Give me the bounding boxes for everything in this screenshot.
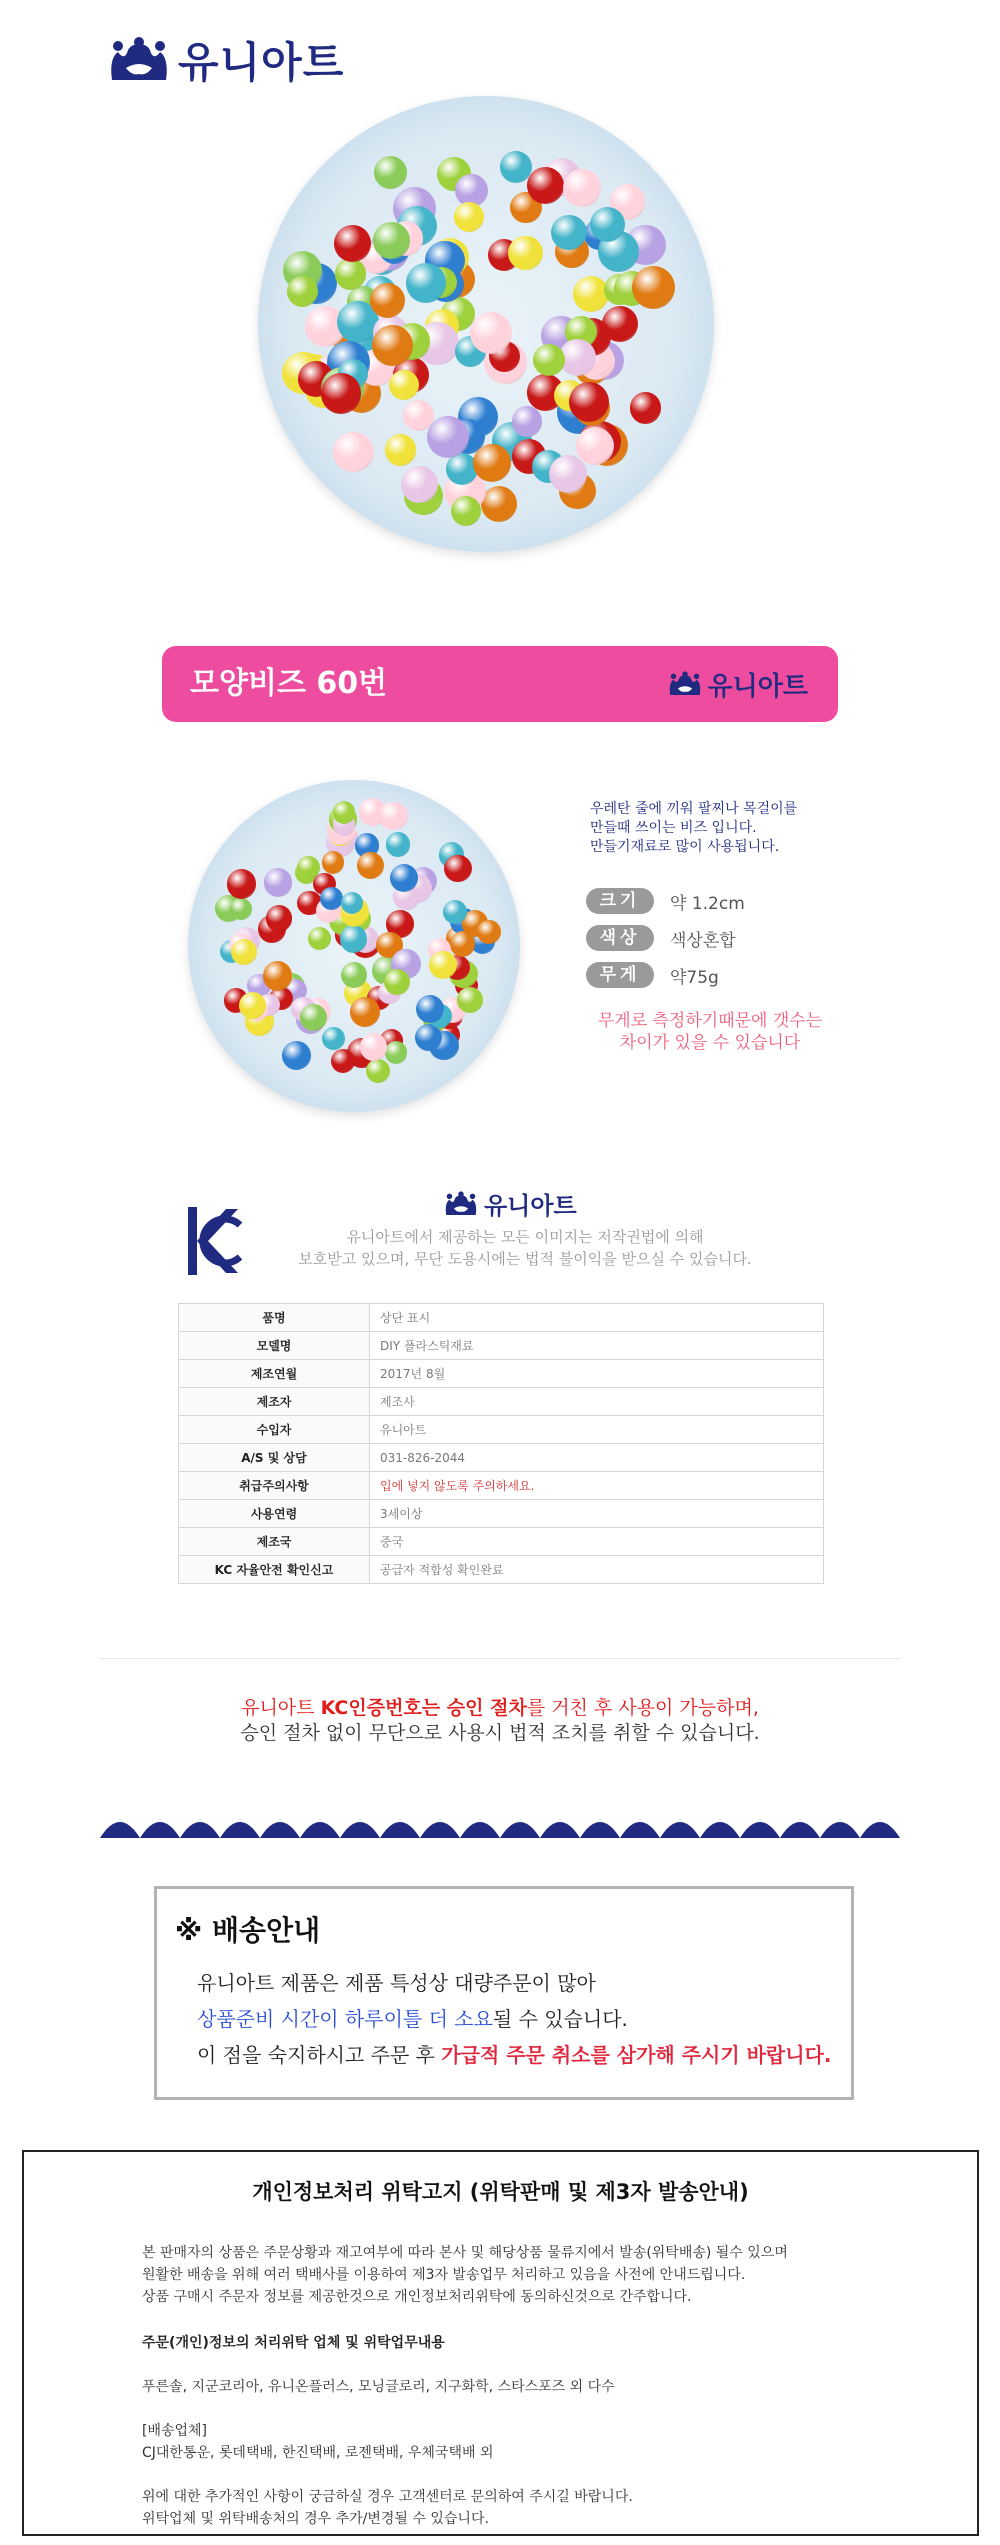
bead (263, 961, 292, 990)
bead (264, 868, 293, 897)
table-key: 수입자 (179, 1416, 370, 1444)
bead (450, 931, 476, 957)
table-value: 상단 표시 (370, 1304, 824, 1332)
product-title: 모양비즈 60번 (190, 666, 388, 701)
kc-notice (100, 1696, 900, 1746)
table-row (179, 1528, 824, 1556)
privacy-para-line: 상품 구매시 주문자 정보를 제공한것으로 개인정보처리위탁에 동의하신것으로 간주합니다. (142, 2289, 692, 2305)
bead (374, 156, 407, 189)
product-info-table (178, 1303, 824, 1584)
spec-label: 색상 (586, 925, 654, 951)
spec-label: 무게 (586, 962, 654, 988)
bead (508, 236, 543, 271)
bead (563, 169, 601, 207)
warning-line: 차이가 있을 수 있습니다 (619, 1033, 801, 1053)
bead (551, 215, 586, 250)
bead (333, 432, 374, 473)
bead (333, 801, 356, 824)
table-key: 사용연령 (179, 1500, 370, 1528)
product-description (590, 800, 850, 857)
bead (321, 373, 362, 414)
table-value: 031-826-2044 (370, 1444, 824, 1472)
bead (331, 1049, 355, 1073)
description-line: 만들기재료로 많이 사용됩니다. (590, 839, 780, 855)
table-row (179, 1500, 824, 1528)
warning-line: 무게로 측정하기때문에 갯수는 (597, 1011, 823, 1031)
wave-path (100, 1822, 900, 1838)
privacy-companies: 푸른솔, 지군코리아, 유니온플러스, 모닝글로리, 지구화학, 스타스포즈 외 다수 (142, 2379, 615, 2395)
privacy-carriers-label: [배송업체] (142, 2423, 208, 2439)
product-photo-large (258, 96, 714, 552)
table-key: 제조국 (179, 1528, 370, 1556)
table-value: 공급자 적합성 확인완료 (370, 1556, 824, 1584)
scallop-divider (100, 1812, 900, 1838)
spec-value: 약 1.2cm (670, 893, 745, 914)
bead (444, 855, 472, 883)
bead (320, 887, 343, 910)
spec-weight (586, 961, 719, 989)
table-row (179, 1304, 824, 1332)
crown-logo-icon (444, 1190, 478, 1218)
bead (350, 997, 380, 1027)
bead (230, 898, 252, 920)
copyright-notice (290, 1226, 760, 1270)
table-row (179, 1416, 824, 1444)
bead (533, 344, 565, 376)
bead (451, 496, 481, 526)
bead (385, 1041, 408, 1064)
bead (360, 1033, 387, 1060)
table-row (179, 1444, 824, 1472)
privacy-para-line: 본 판매자의 상품은 주문상황과 재고여부에 따라 본사 및 해당상품 물류지에서 발송(위탁배송) 될수 있으며 (142, 2245, 788, 2261)
bead (389, 370, 419, 400)
bead (385, 434, 416, 465)
bead (477, 920, 501, 944)
table-value: 2017년 8월 (370, 1360, 824, 1388)
bead (473, 444, 511, 482)
privacy-notice (22, 2150, 979, 2536)
bead (297, 856, 320, 879)
table-value: 유니아트 (370, 1416, 824, 1444)
bead (576, 427, 614, 465)
privacy-title: 개인정보처리 위탁고지 (위탁판매 및 제3자 발송안내) (252, 2180, 749, 2204)
bead (386, 832, 410, 856)
bead (630, 392, 661, 423)
table-row (179, 1556, 824, 1584)
bead (481, 486, 518, 523)
shipping-heading: ※ 배송안내 (175, 1914, 321, 1947)
shipping-line3 (197, 2039, 831, 2068)
kc-mark-icon (186, 1205, 242, 1277)
shipping-line2-rest: 될 수 있습니다. (492, 2007, 628, 2031)
bead (406, 263, 446, 303)
bead (287, 276, 318, 307)
brand-logo (108, 30, 344, 90)
bead (340, 925, 368, 953)
bead (282, 1041, 311, 1070)
kc-notice-brand: 유니아트 (241, 1697, 321, 1719)
bar-brand-name: 유니아트 (707, 671, 808, 702)
kc-notice-line1 (100, 1696, 900, 1721)
bead (443, 900, 467, 924)
spec-color (586, 924, 736, 952)
bead (512, 406, 542, 436)
copyright-line: 보호받고 있으며, 무단 도용시에는 법적 불이익을 받으실 수 있습니다. (298, 1250, 752, 1268)
bead (231, 939, 257, 965)
bead (227, 869, 257, 899)
bead (590, 207, 625, 242)
kc-notice-highlight: KC인증번호는 승인 절차 (320, 1697, 527, 1719)
table-key: 제조자 (179, 1388, 370, 1416)
table-value: 3세이상 (370, 1500, 824, 1528)
privacy-carriers: CJ대한통운, 롯데택배, 한진택배, 로젠택배, 우체국택배 외 (142, 2445, 494, 2461)
bead (300, 1004, 327, 1031)
spec-label: 크기 (586, 888, 654, 914)
shipping-line2 (197, 2003, 628, 2032)
table-row (179, 1360, 824, 1388)
bead (370, 283, 405, 318)
bead (266, 905, 292, 931)
bead (322, 851, 345, 874)
privacy-para-line: 위에 대한 추가적인 사항이 궁금하실 경우 고객센터로 문의하여 주시길 바랍니다. (142, 2489, 633, 2505)
shipping-warning: 가급적 주문 취소를 삼가해 주시기 바랍니다. (441, 2043, 832, 2067)
bead (384, 969, 410, 995)
brand-name: 유니아트 (178, 38, 345, 87)
bead (527, 167, 565, 205)
bead (379, 802, 407, 830)
product-title-bar (162, 646, 838, 722)
bead (401, 466, 437, 502)
table-key: 모델명 (179, 1332, 370, 1360)
section-divider (100, 1658, 900, 1659)
bead (334, 225, 371, 262)
table-value: 중국 (370, 1528, 824, 1556)
kc-notice-rest: 를 거친 후 사용이 가능하며, (526, 1697, 759, 1719)
bar-brand (668, 646, 808, 722)
description-line: 만들때 쓰이는 비즈 입니다. (590, 820, 757, 836)
shipping-line1: 유니아트 제품은 제품 특성상 대량주문이 많아 (197, 1971, 596, 1995)
bead (366, 1059, 390, 1083)
bead (454, 202, 484, 232)
table-key: 취급주의사항 (179, 1472, 370, 1500)
shipping-line3-start: 이 점을 숙지하시고 주문 후 (197, 2043, 442, 2067)
weight-warning (560, 1010, 860, 1054)
spec-value: 색상혼합 (670, 930, 736, 951)
copyright-line: 유니아트에서 제공하는 모든 이미지는 저작권법에 의해 (346, 1228, 704, 1246)
privacy-para-line: 위탁업체 및 위탁배송처의 경우 추가/변경될 수 있습니다. (142, 2511, 489, 2527)
bead (372, 325, 413, 366)
spec-size (586, 887, 745, 915)
table-row (179, 1472, 824, 1500)
kc-notice-line2: 승인 절차 없이 무단으로 사용시 법적 조치를 취할 수 있습니다. (240, 1722, 760, 1744)
shipping-notice (154, 1886, 854, 2100)
table-key: 제조연월 (179, 1360, 370, 1388)
table-key: KC 자율안전 확인신고 (179, 1556, 370, 1584)
table-value: 입에 넣지 않도록 주의하세요. (370, 1472, 824, 1500)
table-row (179, 1388, 824, 1416)
table-value: 제조사 (370, 1388, 824, 1416)
table-key: A/S 및 상담 (179, 1444, 370, 1472)
table-key: 품명 (179, 1304, 370, 1332)
crown-logo-icon (108, 36, 170, 84)
bead (357, 852, 384, 879)
bead (308, 927, 331, 950)
privacy-para-line: 원활한 배송을 위해 여러 택배사를 이용하여 제3자 발송업무 처리하고 있음을 사전에 안내드립니다. (142, 2267, 746, 2283)
kc-brand-name: 유니아트 (484, 1192, 577, 1220)
privacy-subheading: 주문(개인)정보의 처리위탁 업체 및 위탁업무내용 (142, 2335, 445, 2351)
bead (470, 312, 512, 354)
description-line: 우레탄 줄에 끼워 팔찌나 목걸이를 (590, 801, 798, 817)
bead (322, 1027, 345, 1050)
table-value: DIY 플라스틱재료 (370, 1332, 824, 1360)
shipping-highlight: 상품준비 시간이 하루이틀 더 소요 (197, 2007, 493, 2031)
product-photo-small (188, 780, 520, 1112)
bead (416, 995, 444, 1023)
bead (335, 258, 367, 290)
table-row (179, 1332, 824, 1360)
crown-logo-icon (668, 670, 702, 698)
bead (632, 266, 675, 309)
bead (341, 962, 367, 988)
bead (457, 987, 482, 1012)
bead (239, 992, 266, 1019)
spec-value: 약75g (670, 967, 719, 988)
kc-brand (444, 1186, 577, 1221)
bead (373, 222, 409, 258)
